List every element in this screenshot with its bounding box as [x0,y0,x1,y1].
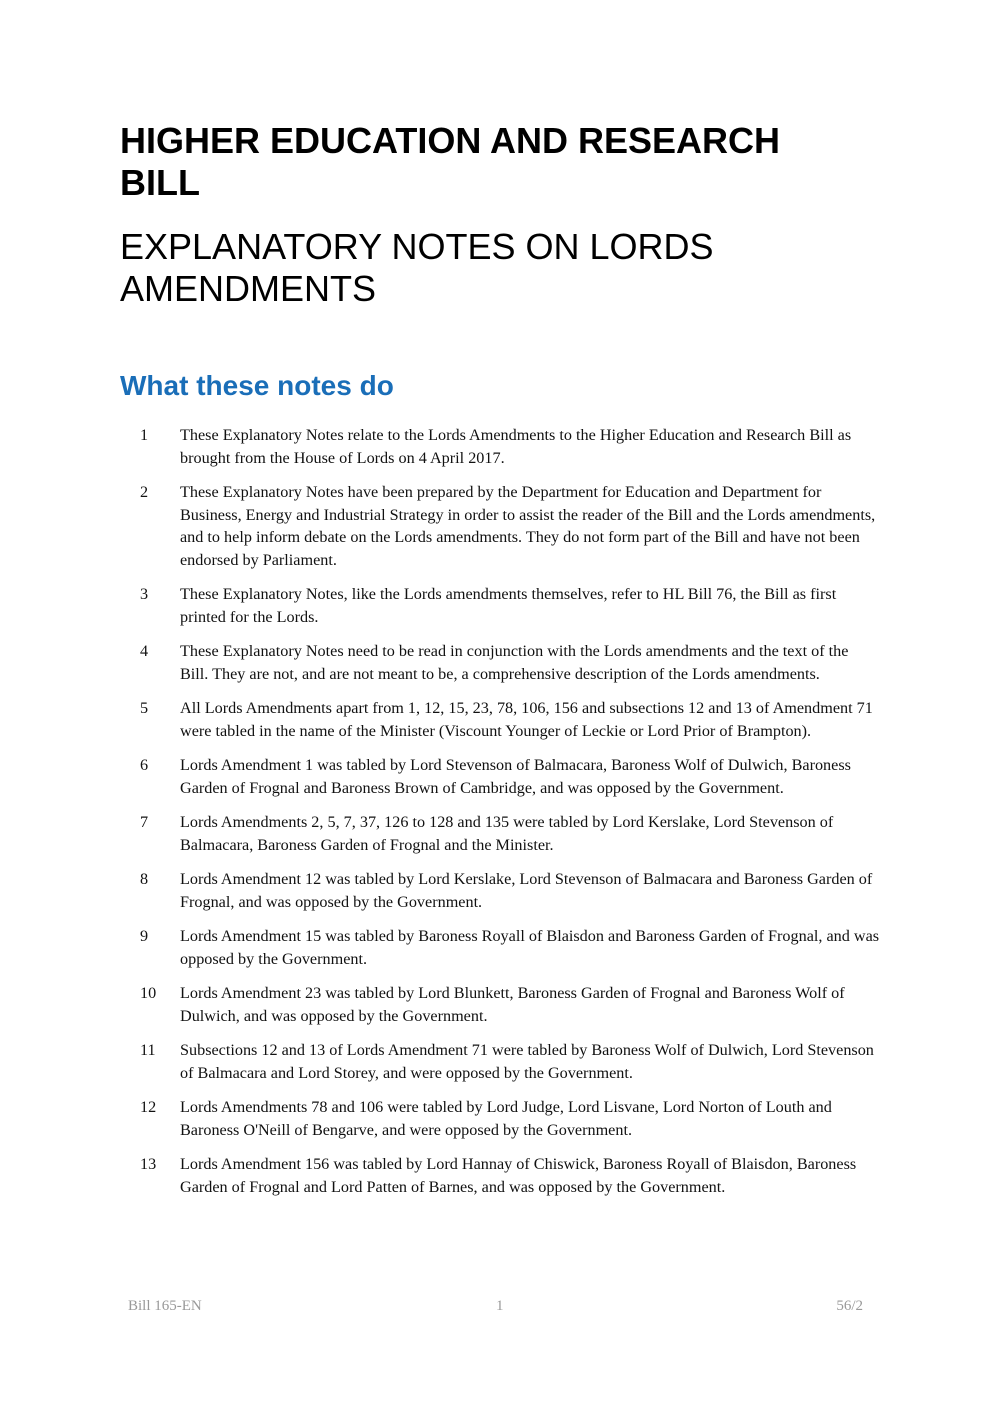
paragraph-text: These Explanatory Notes have been prepared by the Department for Education and Department for Business, Energy and Industrial Strategy in order to assist the reader of the Bill and the Lords amendments, and to help inform debate on the Lords amendments. They do not form part of the Bill and have not been endorsed by Parliament. [180,483,876,569]
paragraph [140,697,880,742]
paragraph [140,754,880,799]
paragraph-list [140,424,880,1210]
paragraph [140,868,880,913]
paragraph-text: Lords Amendments 78 and 106 were tabled by Lord Judge, Lord Lisvane, Lord Norton of Louth and Baroness O'Neill of Bengarve, and were opposed by the Government. [180,1098,832,1139]
paragraph [140,640,880,685]
paragraph-text: Lords Amendments 2, 5, 7, 37, 126 to 128 and 135 were tabled by Lord Kerslake, Lord Stevenson of Balmacara, Baroness Garden of Frognal and the Minister. [180,813,834,854]
print-reference: 56/2 [836,1298,863,1314]
paragraph-number: 7 [140,813,149,831]
paragraph-text: Lords Amendment 1 was tabled by Lord Stevenson of Balmacara, Baroness Wolf of Dulwich, Baroness Garden of Frognal and Baroness Brown of Cambridge, and was opposed by the Government. [180,756,851,797]
paragraph-number: 6 [140,756,149,774]
paragraph-number: 1 [140,426,149,444]
paragraph [140,583,880,628]
paragraph-number: 2 [140,483,149,501]
paragraph-text: Lords Amendment 23 was tabled by Lord Blunkett, Baroness Garden of Frognal and Baroness Wolf of Dulwich, and was opposed by the Government. [180,984,845,1025]
paragraph-number: 9 [140,927,149,945]
paragraph [140,811,880,856]
paragraph-number: 4 [140,642,149,660]
paragraph-number: 12 [140,1098,157,1116]
paragraph [140,1039,880,1084]
paragraph-text: Lords Amendment 12 was tabled by Lord Kerslake, Lord Stevenson of Balmacara and Baroness Garden of Frognal, and was opposed by the Government. [180,870,873,911]
paragraph-number: 5 [140,699,149,717]
paragraph [140,481,880,571]
paragraph-number: 13 [140,1155,157,1173]
paragraph-text: Lords Amendment 156 was tabled by Lord Hannay of Chiswick, Baroness Royall of Blaisdon, Baroness Garden of Frognal and Lord Patten of Barnes, and was opposed by the Government. [180,1155,857,1196]
paragraph-number: 10 [140,984,157,1002]
page-footer [128,1298,863,1320]
paragraph [140,925,880,970]
paragraph [140,424,880,469]
section-heading: What these notes do [120,370,394,401]
paragraph-number: 8 [140,870,149,888]
paragraph-text: Lords Amendment 15 was tabled by Baroness Royall of Blaisdon and Baroness Garden of Frognal, and was opposed by the Government. [180,927,880,968]
page-number: 1 [496,1298,504,1314]
paragraph [140,982,880,1027]
bill-reference: Bill 165-EN [128,1298,202,1314]
document-title: HIGHER EDUCATION AND RESEARCH BILL [120,120,781,203]
paragraph-number: 3 [140,585,149,603]
paragraph-text: These Explanatory Notes need to be read in conjunction with the Lords amendments and the text of the Bill. They are not, and are not meant to be, a comprehensive description of the Lords amendments. [180,642,849,683]
paragraph [140,1153,880,1198]
paragraph-text: All Lords Amendments apart from 1, 12, 15, 23, 78, 106, 156 and subsections 12 and 13 of Amendment 71 were tabled in the name of the Minister (Viscount Younger of Leckie or Lord Prior of Brampton). [180,699,873,740]
paragraph-number: 11 [140,1041,156,1059]
paragraph-text: These Explanatory Notes relate to the Lords Amendments to the Higher Education and Research Bill as brought from the House of Lords on 4 April 2017. [180,426,852,467]
paragraph-text: These Explanatory Notes, like the Lords amendments themselves, refer to HL Bill 76, the Bill as first printed for the Lords. [180,585,837,626]
document-subtitle: EXPLANATORY NOTES ON LORDS AMENDMENTS [120,226,714,309]
paragraph-text: Subsections 12 and 13 of Lords Amendment 71 were tabled by Baroness Wolf of Dulwich, Lord Stevenson of Balmacara and Lord Storey, and were opposed by the Government. [180,1041,874,1082]
paragraph [140,1096,880,1141]
